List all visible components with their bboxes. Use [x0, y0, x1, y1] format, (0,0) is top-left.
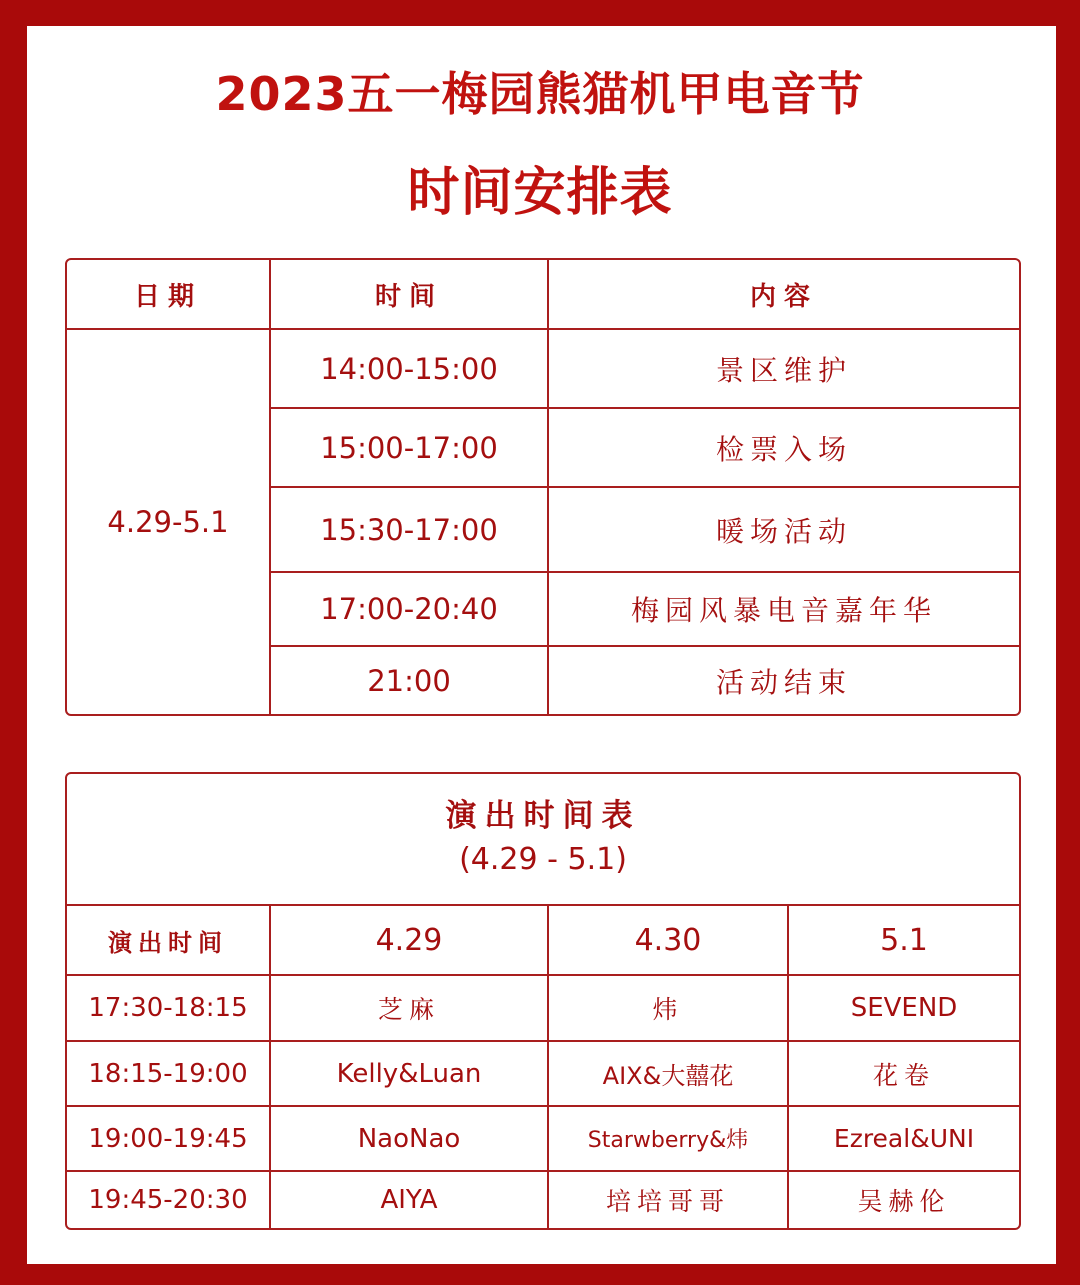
perf-d3-4: 吴赫伦: [857, 1187, 951, 1216]
header-time: 时间: [374, 281, 443, 312]
perf-d2-3: Starwberry&炜: [587, 1128, 749, 1153]
perf-d3-2: 花卷: [872, 1060, 935, 1090]
perf-d3-1: SEVEND: [850, 993, 958, 1023]
schedule-time-1: 14:00-15:00: [320, 351, 498, 386]
perf-time-4: 19:45-20:30: [88, 1185, 248, 1215]
perf-d1-3: NaoNao: [357, 1123, 461, 1154]
schedule-time-4: 17:00-20:40: [320, 592, 498, 626]
schedule-content-5: 活动结束: [715, 665, 852, 699]
perf-d1-1: 芝麻: [377, 995, 440, 1024]
perf-d1-4: AIYA: [380, 1185, 438, 1215]
date-cell: 4.29-5.1: [107, 505, 229, 539]
header-content: 内容: [749, 281, 818, 312]
perf-header-d1: 4.29: [375, 922, 443, 958]
perf-d2-2: AIX&大囍花: [602, 1062, 734, 1090]
schedule-time-5: 21:00: [367, 663, 451, 698]
perf-header-d2: 4.30: [634, 922, 702, 958]
perf-d2-4: 培培哥哥: [605, 1187, 730, 1216]
perf-time-1: 17:30-18:15: [88, 993, 248, 1023]
perf-time-3: 19:00-19:45: [88, 1123, 248, 1154]
schedule-content-4: 梅园风暴电音嘉年华: [630, 594, 937, 627]
perf-time-2: 18:15-19:00: [88, 1058, 248, 1089]
page-subtitle: 时间安排表: [407, 163, 673, 223]
schedule-content-1: 景区维护: [715, 353, 852, 387]
perf-d3-3: Ezreal&UNI: [833, 1124, 975, 1153]
perf-header-d3: 5.1: [880, 922, 928, 958]
perf-d1-2: Kelly&Luan: [336, 1058, 482, 1089]
performance-table: [65, 772, 1021, 1230]
performance-title: 演出时间表: [445, 797, 641, 834]
perf-d2-1: 炜: [652, 995, 684, 1024]
performance-subtitle: (4.29 - 5.1): [459, 841, 627, 877]
perf-header-time: 演出时间: [108, 927, 228, 957]
page-title: 2023五一梅园熊猫机甲电音节: [215, 67, 865, 121]
schedule-time-2: 15:00-17:00: [320, 430, 498, 465]
header-date: 日期: [133, 281, 202, 312]
schedule-time-3: 15:30-17:00: [320, 512, 498, 547]
schedule-table: [65, 258, 1021, 716]
schedule-content-3: 暖场活动: [715, 514, 852, 548]
schedule-content-2: 检票入场: [715, 432, 852, 466]
